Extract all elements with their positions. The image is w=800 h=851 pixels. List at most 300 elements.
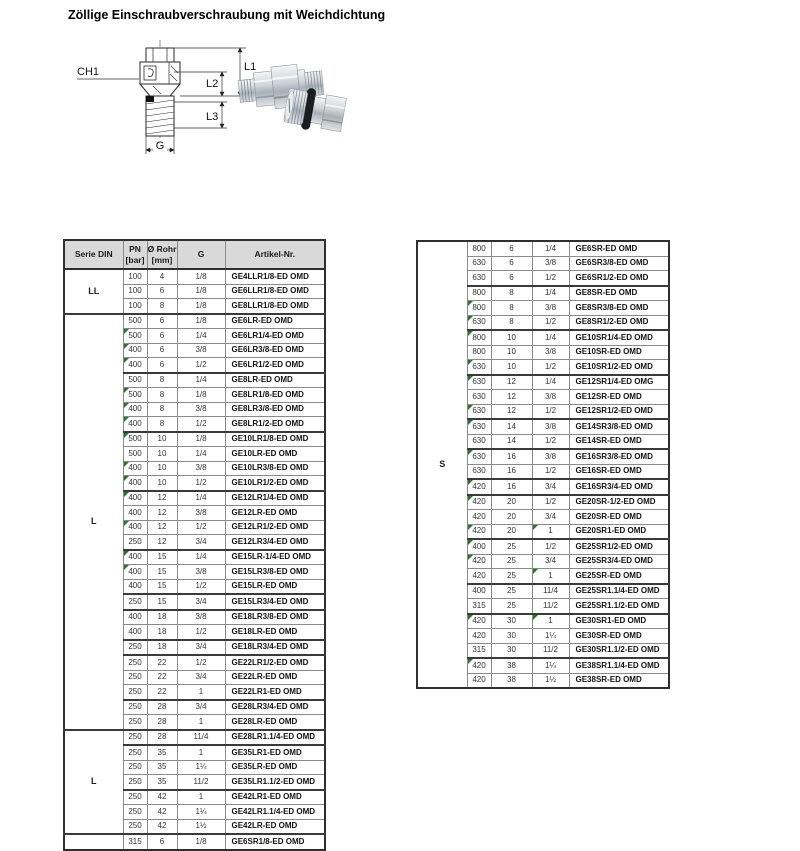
pn-cell: 420 [467, 495, 491, 510]
pn-cell: 315 [467, 643, 491, 658]
artikel-cell: GE35LR1.1/2-ED OMD [225, 775, 325, 790]
page-title: Zöllige Einschraubverschraubung mit Weichdichtung [68, 8, 386, 22]
rohr-cell: 6 [147, 329, 177, 344]
comment-marker-icon [468, 525, 473, 530]
artikel-cell: GE8SR1/2-ED OMD [569, 315, 669, 330]
g-cell: 1/2 [177, 476, 225, 491]
pn-cell: 420 [467, 554, 491, 569]
rohr-cell: 25 [491, 539, 532, 554]
artikel-cell: GE12LR1/4-ED OMD [225, 491, 325, 506]
artikel-cell: GE6SR1/2-ED OMD [569, 271, 669, 286]
g-cell: 1/4 [532, 375, 569, 390]
rohr-cell: 30 [491, 643, 532, 658]
rohr-cell: 6 [491, 241, 532, 256]
pn-cell: 315 [123, 834, 147, 850]
artikel-cell: GE8SR-ED OMD [569, 286, 669, 301]
comment-marker-icon [468, 316, 473, 321]
pn-cell: 400 [123, 625, 147, 640]
comment-marker-icon [124, 329, 129, 334]
artikel-cell: GE6LR3/8-ED OMD [225, 343, 325, 358]
pn-cell: 400 [467, 584, 491, 599]
g-cell: 3/8 [177, 506, 225, 521]
pn-cell: 250 [123, 700, 147, 715]
rohr-cell: 22 [147, 685, 177, 700]
g-cell: 3/4 [177, 700, 225, 715]
rohr-cell: 6 [491, 256, 532, 271]
rohr-cell: 10 [147, 461, 177, 476]
pn-cell: 250 [123, 685, 147, 700]
artikel-cell: GE6LLR1/8-ED OMD [225, 284, 325, 299]
pn-cell: 400 [123, 610, 147, 625]
g-cell: 1/2 [532, 539, 569, 554]
g-cell: 1/4 [532, 241, 569, 256]
g-cell: 1/2 [177, 655, 225, 670]
rohr-cell: 15 [147, 594, 177, 610]
rohr-cell: 38 [491, 658, 532, 673]
g-cell: 1/2 [177, 625, 225, 640]
rohr-cell: 8 [147, 402, 177, 417]
rohr-cell: 15 [147, 565, 177, 580]
rohr-cell: 12 [147, 491, 177, 506]
fittings-table-ll-l [63, 239, 326, 851]
pn-cell: 315 [467, 599, 491, 614]
g-cell: 1/8 [177, 284, 225, 299]
rohr-cell: 28 [147, 730, 177, 746]
g-cell: 3/4 [177, 535, 225, 550]
rohr-cell: 30 [491, 614, 532, 629]
comment-marker-icon [124, 551, 129, 556]
artikel-cell: GE25SR1.1/2-ED OMD [569, 599, 669, 614]
g-cell: 3/8 [177, 461, 225, 476]
g-cell: 11/2 [532, 643, 569, 658]
artikel-cell: GE22LR1-ED OMD [225, 685, 325, 700]
pn-cell: 800 [467, 241, 491, 256]
artikel-cell: GE16SR3/4-ED OMD [569, 479, 669, 495]
rohr-cell: 42 [147, 819, 177, 834]
rohr-cell: 10 [147, 447, 177, 462]
rohr-cell: 10 [491, 330, 532, 345]
pn-cell: 100 [123, 299, 147, 314]
pn-cell: 250 [123, 655, 147, 670]
comment-marker-icon [468, 331, 473, 336]
pn-cell: 500 [123, 314, 147, 329]
g-cell: 1/4 [177, 550, 225, 565]
rohr-cell: 12 [147, 506, 177, 521]
rohr-unit-line1: Ø Rohr [147, 243, 177, 254]
pn-cell: 250 [123, 535, 147, 550]
pn-cell: 500 [123, 388, 147, 403]
pn-cell: 400 [123, 520, 147, 535]
comment-marker-icon [124, 433, 129, 438]
rohr-cell: 25 [491, 554, 532, 569]
g-cell: 1/4 [177, 373, 225, 388]
g-cell: 11/2 [532, 599, 569, 614]
dim-label-l2: L2 [206, 78, 219, 90]
table-header [64, 240, 325, 269]
artikel-cell: GE12SR1/2-ED OMD [569, 404, 669, 419]
rohr-cell: 35 [147, 760, 177, 775]
pn-cell: 500 [123, 447, 147, 462]
rohr-cell: 8 [147, 373, 177, 388]
pn-cell: 630 [467, 315, 491, 330]
col-header-rohr [147, 240, 177, 269]
comment-marker-icon [468, 555, 473, 560]
comment-marker-icon [468, 360, 473, 365]
table-body [64, 269, 325, 850]
comment-marker-icon [533, 569, 538, 574]
pn-cell: 400 [123, 343, 147, 358]
artikel-cell: GE8SR3/8-ED OMD [569, 301, 669, 316]
g-cell: 1/2 [177, 417, 225, 432]
g-cell: 3/4 [532, 479, 569, 495]
artikel-cell: GE28LR3/4-ED OMD [225, 700, 325, 715]
comment-marker-icon [468, 420, 473, 425]
g-cell: 1/8 [177, 314, 225, 329]
rohr-unit-line2: [mm] [151, 254, 173, 265]
g-cell: 3/8 [177, 402, 225, 417]
g-cell: 1¼ [532, 658, 569, 673]
artikel-cell: GE38SR1.1/4-ED OMD [569, 658, 669, 673]
rohr-cell: 6 [147, 358, 177, 373]
pn-cell: 630 [467, 390, 491, 405]
g-cell: 1/4 [177, 329, 225, 344]
artikel-cell: GE12LR3/4-ED OMD [225, 535, 325, 550]
fitting-photo-2 [282, 84, 347, 136]
pn-cell: 400 [123, 565, 147, 580]
comment-marker-icon [468, 480, 473, 485]
pn-cell: 630 [467, 271, 491, 286]
rohr-cell: 16 [491, 464, 532, 479]
artikel-cell: GE10LR-ED OMD [225, 447, 325, 462]
g-cell: 3/8 [532, 390, 569, 405]
table-row [64, 269, 325, 284]
comment-marker-icon [124, 388, 129, 393]
g-cell: 3/4 [177, 594, 225, 610]
artikel-cell: GE15LR-1/4-ED OMD [225, 550, 325, 565]
g-cell: 1/2 [177, 520, 225, 535]
pn-cell: 250 [123, 594, 147, 610]
rohr-cell: 6 [147, 834, 177, 850]
artikel-cell: GE8LR-ED OMD [225, 373, 325, 388]
pn-cell: 250 [123, 640, 147, 656]
artikel-cell: GE12LR1/2-ED OMD [225, 520, 325, 535]
g-cell: 1/4 [177, 491, 225, 506]
g-cell: 11/4 [177, 730, 225, 746]
rohr-cell: 12 [491, 390, 532, 405]
g-cell: 3/4 [177, 670, 225, 685]
artikel-cell: GE15LR3/4-ED OMD [225, 594, 325, 610]
g-cell: 3/8 [532, 419, 569, 434]
artikel-cell: GE35LR-ED OMD [225, 760, 325, 775]
artikel-cell: GE6LR-ED OMD [225, 314, 325, 329]
rohr-cell: 8 [491, 301, 532, 316]
artikel-cell: GE22LR1/2-ED OMD [225, 655, 325, 670]
rohr-cell: 20 [491, 524, 532, 539]
g-cell: 3/4 [177, 640, 225, 656]
fitting-outline [140, 40, 180, 152]
artikel-cell: GE16SR-ED OMD [569, 464, 669, 479]
g-cell: 1/2 [532, 434, 569, 449]
rohr-cell: 20 [491, 495, 532, 510]
pn-cell: 100 [123, 284, 147, 299]
artikel-cell: GE42LR1-ED OMD [225, 790, 325, 805]
artikel-cell: GE12LR-ED OMD [225, 506, 325, 521]
rohr-cell: 8 [147, 299, 177, 314]
comment-marker-icon [468, 496, 473, 501]
artikel-cell: GE35LR1-ED OMD [225, 745, 325, 760]
table-row [417, 241, 669, 256]
rohr-cell: 25 [491, 599, 532, 614]
g-cell: 1/8 [177, 299, 225, 314]
g-cell: 1/2 [532, 271, 569, 286]
artikel-cell: GE6LR1/4-ED OMD [225, 329, 325, 344]
rohr-cell: 18 [147, 625, 177, 640]
artikel-cell: GE28LR-ED OMD [225, 715, 325, 730]
rohr-cell: 8 [147, 417, 177, 432]
comment-marker-icon [124, 417, 129, 422]
artikel-cell: GE42LR1.1/4-ED OMD [225, 805, 325, 820]
pn-cell: 420 [467, 614, 491, 629]
dim-label-g: G [155, 140, 165, 152]
rohr-cell: 16 [491, 449, 532, 464]
rohr-cell: 6 [147, 314, 177, 329]
comment-marker-icon [468, 405, 473, 410]
g-cell: 3/4 [532, 510, 569, 525]
g-cell: 1 [177, 715, 225, 730]
rohr-cell: 38 [491, 673, 532, 688]
g-cell: 3/8 [177, 610, 225, 625]
comment-marker-icon [124, 344, 129, 349]
rohr-cell: 30 [491, 629, 532, 644]
artikel-cell: GE4LLR1/8-ED OMD [225, 269, 325, 284]
artikel-cell: GE10LR1/2-ED OMD [225, 476, 325, 491]
pn-cell: 400 [123, 417, 147, 432]
serie-din-cell: L [64, 314, 123, 730]
g-cell: 1½ [532, 673, 569, 688]
table-row [64, 730, 325, 746]
pn-cell: 630 [467, 464, 491, 479]
rohr-cell: 6 [491, 271, 532, 286]
comment-marker-icon [124, 476, 129, 481]
comment-marker-icon [533, 615, 538, 620]
rohr-cell: 18 [147, 610, 177, 625]
artikel-cell: GE20SR-ED OMD [569, 510, 669, 525]
rohr-cell: 8 [147, 388, 177, 403]
g-cell: 1 [532, 524, 569, 539]
pn-cell: 630 [467, 360, 491, 375]
comment-marker-icon [468, 615, 473, 620]
pn-cell: 250 [123, 760, 147, 775]
pn-cell: 250 [123, 670, 147, 685]
artikel-cell: GE8LLR1/8-ED OMD [225, 299, 325, 314]
pn-cell: 250 [123, 730, 147, 746]
artikel-cell: GE15LR-ED OMD [225, 579, 325, 594]
pn-cell: 630 [467, 256, 491, 271]
artikel-cell: GE18LR3/8-ED OMD [225, 610, 325, 625]
pn-cell: 420 [467, 673, 491, 688]
pn-cell: 800 [467, 301, 491, 316]
rohr-cell: 10 [147, 476, 177, 491]
artikel-cell: GE30SR1.1/2-ED OMD [569, 643, 669, 658]
artikel-cell: GE22LR-ED OMD [225, 670, 325, 685]
rohr-cell: 10 [147, 432, 177, 447]
comment-marker-icon [124, 492, 129, 497]
artikel-cell: GE30SR1-ED OMD [569, 614, 669, 629]
g-cell: 3/4 [532, 554, 569, 569]
pn-cell: 250 [123, 790, 147, 805]
rohr-cell: 12 [491, 404, 532, 419]
pn-cell: 400 [123, 491, 147, 506]
artikel-cell: GE25SR-ED OMD [569, 569, 669, 584]
artikel-cell: GE6SR-ED OMD [569, 241, 669, 256]
rohr-cell: 25 [491, 584, 532, 599]
comment-marker-icon [533, 525, 538, 530]
artikel-cell: GE12SR-ED OMD [569, 390, 669, 405]
g-cell: 1/2 [177, 579, 225, 594]
artikel-cell: GE6SR3/8-ED OMD [569, 256, 669, 271]
g-cell: 1/8 [177, 834, 225, 850]
product-photo [233, 38, 358, 156]
rohr-cell: 15 [147, 550, 177, 565]
pn-cell: 500 [123, 373, 147, 388]
pn-cell: 630 [467, 434, 491, 449]
artikel-cell: GE42LR-ED OMD [225, 819, 325, 834]
pn-cell: 630 [467, 404, 491, 419]
g-cell: 1/2 [532, 315, 569, 330]
g-cell: 1 [532, 614, 569, 629]
pn-cell: 250 [123, 715, 147, 730]
artikel-cell: GE10SR1/4-ED OMD [569, 330, 669, 345]
serie-din-cell: S [417, 241, 467, 688]
g-cell: 3/8 [532, 256, 569, 271]
rohr-cell: 14 [491, 434, 532, 449]
artikel-cell: GE25SR3/4-ED OMD [569, 554, 669, 569]
rohr-cell: 22 [147, 655, 177, 670]
artikel-cell: GE20SR-1/2-ED OMD [569, 495, 669, 510]
table-row [64, 314, 325, 329]
comment-marker-icon [468, 301, 473, 306]
comment-marker-icon [124, 403, 129, 408]
pn-cell: 800 [467, 345, 491, 360]
pn-unit-line1: PN [129, 243, 141, 254]
artikel-cell: GE16SR3/8-ED OMD [569, 449, 669, 464]
comment-marker-icon [124, 565, 129, 570]
rohr-cell: 15 [147, 579, 177, 594]
comment-marker-icon [124, 521, 129, 526]
table-body [417, 241, 669, 688]
pn-cell: 420 [467, 658, 491, 673]
g-cell: 1/4 [532, 330, 569, 345]
g-cell: 1/2 [532, 464, 569, 479]
pn-cell: 420 [467, 629, 491, 644]
pn-cell: 400 [467, 539, 491, 554]
g-cell: 1/8 [177, 388, 225, 403]
pn-cell: 400 [123, 506, 147, 521]
artikel-cell: GE18LR-ED OMD [225, 625, 325, 640]
rohr-cell: 35 [147, 745, 177, 760]
artikel-cell: GE25SR1/2-ED OMD [569, 539, 669, 554]
g-cell: 1¼ [177, 760, 225, 775]
pn-cell: 500 [123, 432, 147, 447]
g-cell: 1½ [177, 819, 225, 834]
g-cell: 3/8 [177, 565, 225, 580]
pn-cell: 400 [123, 461, 147, 476]
pn-cell: 420 [467, 569, 491, 584]
artikel-cell: GE14SR3/8-ED OMD [569, 419, 669, 434]
artikel-cell: GE8LR1/8-ED OMD [225, 388, 325, 403]
rohr-cell: 12 [147, 520, 177, 535]
g-cell: 11/4 [532, 584, 569, 599]
artikel-cell: GE10LR1/8-ED OMD [225, 432, 325, 447]
artikel-cell: GE15LR3/8-ED OMD [225, 565, 325, 580]
pn-cell: 400 [123, 550, 147, 565]
col-header-serie-din: Serie DIN [64, 240, 123, 269]
pn-cell: 630 [467, 449, 491, 464]
rohr-cell: 14 [491, 419, 532, 434]
serie-din-cell [64, 834, 123, 850]
rohr-cell: 22 [147, 670, 177, 685]
g-cell: 3/8 [532, 449, 569, 464]
g-cell: 1 [177, 685, 225, 700]
pn-cell: 420 [467, 524, 491, 539]
g-cell: 1/4 [177, 447, 225, 462]
comment-marker-icon [468, 376, 473, 381]
fittings-table-s [416, 240, 670, 689]
comment-marker-icon [468, 540, 473, 545]
pn-cell: 630 [467, 419, 491, 434]
rohr-cell: 16 [491, 479, 532, 495]
artikel-cell: GE20SR1-ED OMD [569, 524, 669, 539]
g-cell: 1/4 [532, 286, 569, 301]
pn-cell: 630 [467, 375, 491, 390]
rohr-cell: 28 [147, 700, 177, 715]
col-header-artikel: Artikel-Nr. [225, 240, 325, 269]
pn-cell: 250 [123, 745, 147, 760]
rohr-cell: 8 [491, 286, 532, 301]
artikel-cell: GE14SR-ED OMD [569, 434, 669, 449]
pn-cell: 420 [467, 479, 491, 495]
artikel-cell: GE30SR-ED OMD [569, 629, 669, 644]
artikel-cell: GE25SR1.1/4-ED OMD [569, 584, 669, 599]
g-cell: 3/8 [177, 343, 225, 358]
rohr-cell: 10 [491, 345, 532, 360]
pn-cell: 400 [123, 476, 147, 491]
artikel-cell: GE10LR3/8-ED OMD [225, 461, 325, 476]
artikel-cell: GE10SR-ED OMD [569, 345, 669, 360]
rohr-cell: 10 [491, 360, 532, 375]
pn-cell: 250 [123, 819, 147, 834]
g-cell: 1/8 [177, 432, 225, 447]
g-cell: 1¼ [177, 805, 225, 820]
pn-cell: 400 [123, 402, 147, 417]
pn-cell: 100 [123, 269, 147, 284]
artikel-cell: GE8LR1/2-ED OMD [225, 417, 325, 432]
artikel-cell: GE6SR1/8-ED OMD [225, 834, 325, 850]
g-cell: 1/2 [532, 495, 569, 510]
g-cell: 1 [177, 745, 225, 760]
g-cell: 1¼ [532, 629, 569, 644]
comment-marker-icon [468, 659, 473, 664]
artikel-cell: GE12SR1/4-ED OMG [569, 375, 669, 390]
pn-cell: 800 [467, 330, 491, 345]
serie-din-cell: L [64, 730, 123, 835]
pn-cell: 400 [123, 358, 147, 373]
serie-din-cell: LL [64, 269, 123, 314]
rohr-cell: 8 [491, 315, 532, 330]
comment-marker-icon [124, 462, 129, 467]
header-row [64, 240, 325, 269]
artikel-cell: GE38SR-ED OMD [569, 673, 669, 688]
